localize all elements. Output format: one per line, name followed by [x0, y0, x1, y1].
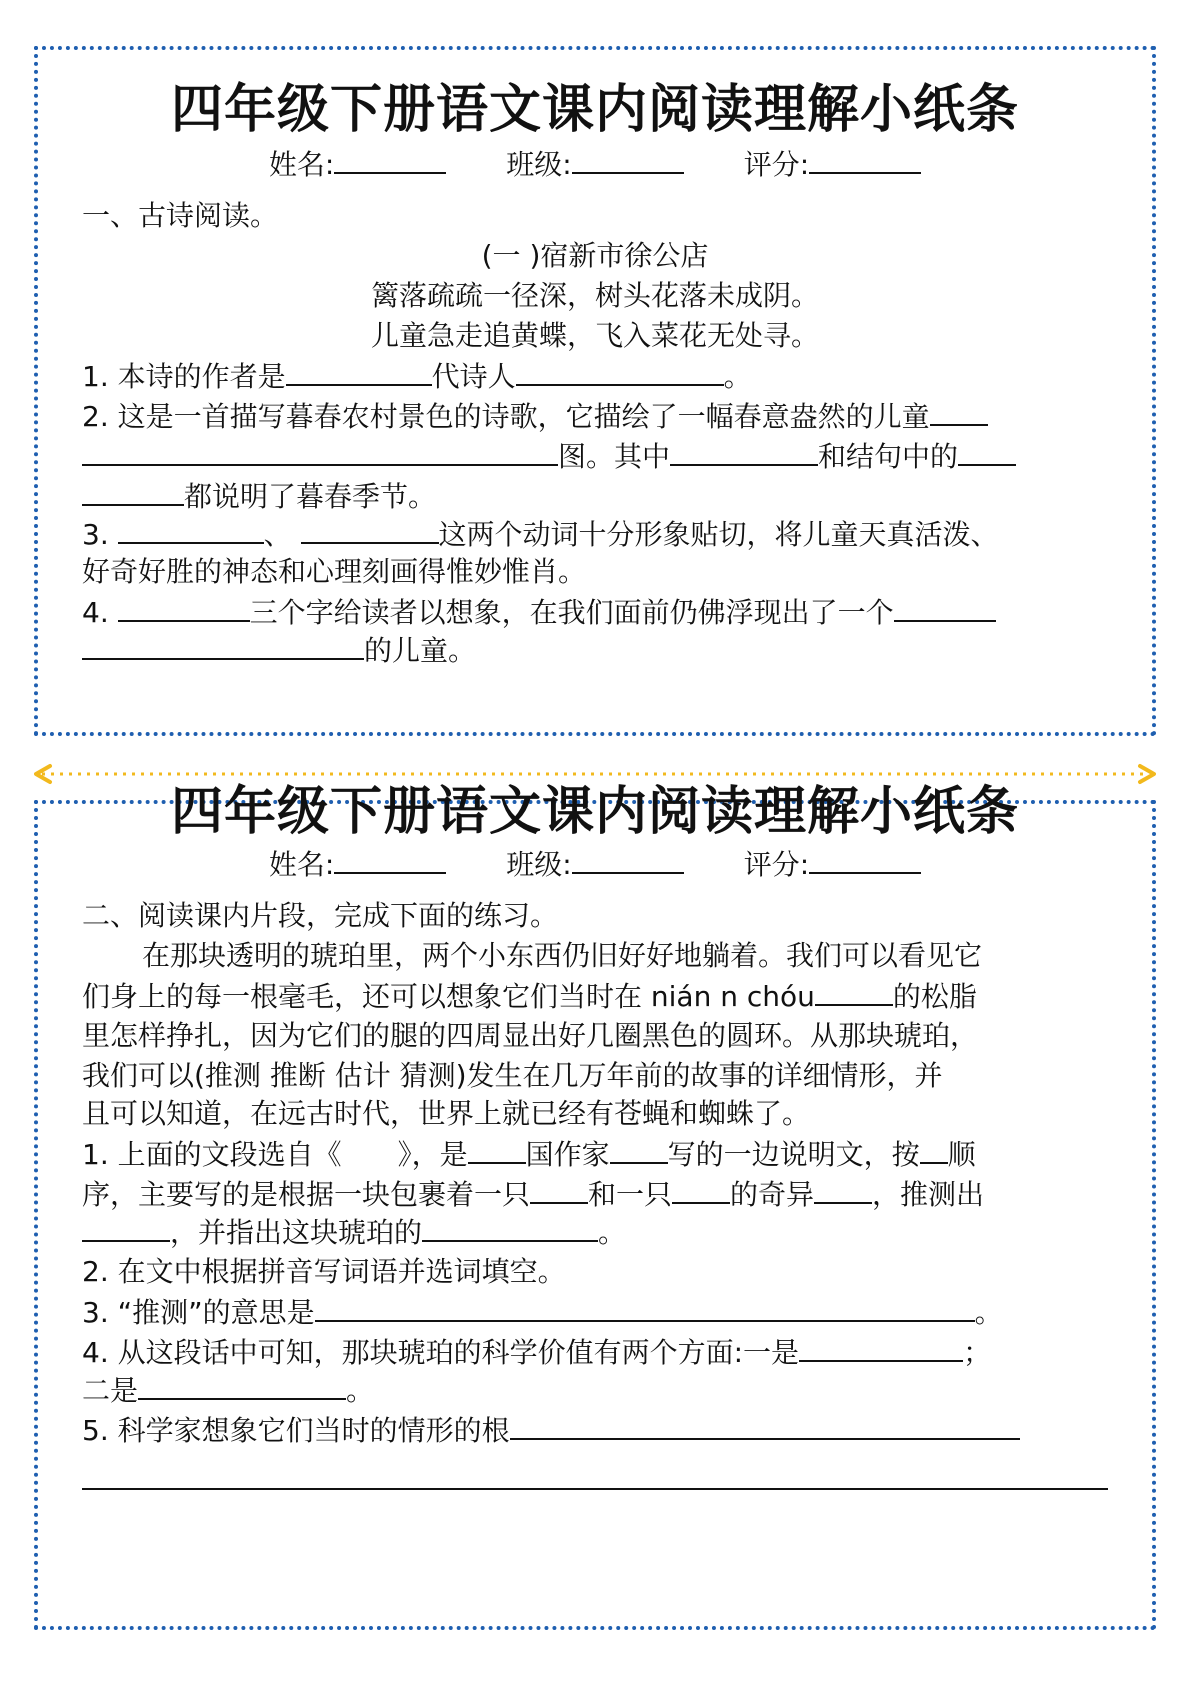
answer-blank[interactable] [468, 1136, 526, 1164]
question-4-cont: 的儿童。 [82, 632, 1112, 669]
answer-blank[interactable] [516, 358, 724, 386]
class-blank[interactable] [572, 146, 684, 174]
class-label: 班级: [506, 848, 572, 881]
answer-blank[interactable] [82, 438, 558, 466]
class-label: 班级: [506, 148, 572, 181]
answer-blank[interactable] [118, 594, 250, 622]
answer-blank[interactable] [672, 1176, 730, 1204]
worksheet-card-2 [34, 782, 1156, 1630]
name-blank[interactable] [334, 846, 446, 874]
question-4: 4. 从这段话中可知，那块琥珀的科学价值有两个方面:一是 ； [82, 1336, 992, 1369]
answer-blank[interactable] [610, 1136, 668, 1164]
answer-blank[interactable] [301, 516, 439, 544]
question-1-cont: 序，主要写的是根据一块包裹着一只 和一只 的奇异 ，推测出 [82, 1178, 985, 1211]
name-label: 姓名: [268, 848, 335, 881]
question-4-cont: 二是 。 [82, 1374, 375, 1407]
answer-blank[interactable] [920, 1136, 948, 1164]
answer-blank[interactable] [894, 594, 996, 622]
question-2: 2. 这是一首描写暮春农村景色的诗歌，它描绘了一幅春意盎然的儿童 [82, 398, 1112, 435]
section-heading: 一、古诗阅读。 [82, 199, 279, 232]
question-3: 3. 、 这两个动词十分形象贴切，将儿童天真活泼、 [82, 518, 999, 551]
section-heading: 二、阅读课内片段，完成下面的练习。 [82, 899, 559, 932]
student-info-row [38, 846, 1152, 883]
answer-blank[interactable] [510, 1412, 1020, 1440]
name-blank[interactable] [334, 146, 446, 174]
answer-blank[interactable] [815, 978, 893, 1006]
answer-blank[interactable] [930, 398, 988, 426]
question-5: 5. 科学家想象它们当时的情形的根 [82, 1412, 1112, 1449]
question-1: 1. 本诗的作者是 代诗人 。 [82, 360, 752, 393]
question-2: 2. 在文中根据拼音写词语并选词填空。 [82, 1255, 566, 1288]
answer-blank[interactable] [82, 1214, 170, 1242]
answer-blank[interactable] [530, 1176, 588, 1204]
answer-blank[interactable] [138, 1372, 346, 1400]
question-2-end: 都说明了暮春季节。 [82, 478, 1112, 515]
worksheet-card-1 [34, 46, 1156, 736]
score-blank[interactable] [809, 146, 921, 174]
passage-line-5: 且可以知道，在远古时代，世界上就已经有苍蝇和蜘蛛了。 [82, 1097, 811, 1130]
answer-blank[interactable] [799, 1334, 963, 1362]
answer-blank[interactable] [82, 632, 364, 660]
student-info-row [38, 146, 1152, 183]
card-title: 四年级下册语文课内阅读理解小纸条 [170, 80, 1019, 140]
answer-blank[interactable] [422, 1214, 598, 1242]
answer-line[interactable] [82, 1488, 1108, 1490]
score-label: 评分: [743, 848, 810, 881]
question-3-cont: 好奇好胜的神态和心理刻画得惟妙惟肖。 [82, 555, 587, 588]
name-label: 姓名: [268, 148, 335, 181]
question-2-cont: 图。其中 和结句中的 [82, 438, 1112, 475]
answer-blank[interactable] [82, 478, 184, 506]
poem-line-1: 篱落疏疏一径深，树头花落未成阴。 [370, 279, 819, 312]
passage-line-4: 我们可以(推测 推断 估计 猜测)发生在几万年前的故事的详细情形，并 [82, 1059, 943, 1092]
answer-blank[interactable] [118, 516, 264, 544]
score-blank[interactable] [809, 846, 921, 874]
class-blank[interactable] [572, 846, 684, 874]
passage-line-2: 们身上的每一根毫毛，还可以想象它们当时在 nián n chóu 的松脂 [82, 980, 977, 1013]
answer-blank[interactable] [958, 438, 1016, 466]
poem-line-2: 儿童急走追黄蝶，飞入菜花无处寻。 [370, 319, 819, 352]
question-3: 3. “推测”的意思是 。 [82, 1296, 1003, 1329]
question-1-end: ，并指出这块琥珀的 。 [82, 1214, 1112, 1251]
passage-line-3: 里怎样挣扎，因为它们的腿的四周显出好几圈黑色的圆环。从那块琥珀， [82, 1019, 979, 1052]
answer-blank[interactable] [286, 358, 432, 386]
answer-blank[interactable] [814, 1176, 872, 1204]
passage-line-1: 在那块透明的琥珀里，两个小东西仍旧好好地躺着。我们可以看见它 [142, 939, 983, 972]
question-1: 1. 上面的文段选自《 》，是 国作家 写的一边说明文，按 顺 [82, 1138, 976, 1171]
poem-title: (一 )宿新市徐公店 [481, 239, 709, 272]
score-label: 评分: [743, 148, 810, 181]
card-title: 四年级下册语文课内阅读理解小纸条 [170, 782, 1019, 842]
question-4: 4. 三个字给读者以想象，在我们面前仍佛浮现出了一个 [82, 594, 1112, 631]
answer-blank[interactable] [670, 438, 818, 466]
answer-blank[interactable] [315, 1294, 975, 1322]
